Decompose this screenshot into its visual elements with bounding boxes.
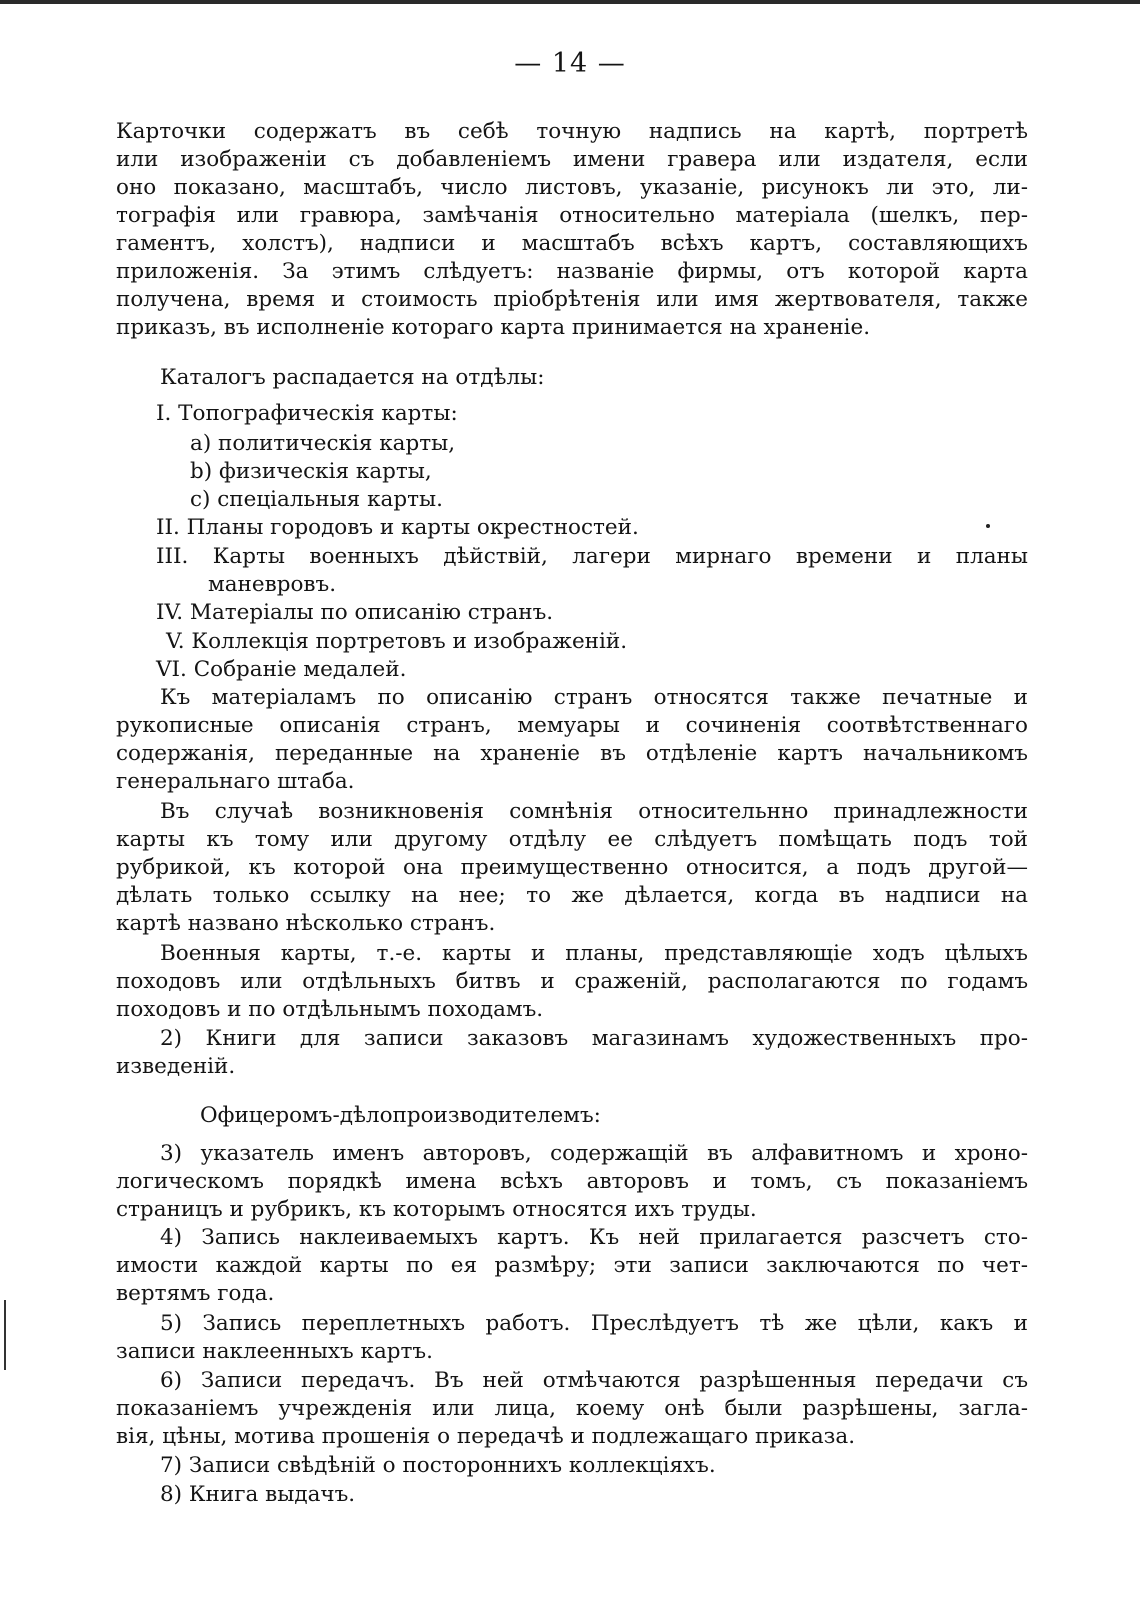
text-line: приложенія. За этимъ слѣдуетъ: названіе фирмы, отъ которой карта [116, 259, 1028, 284]
top-border [0, 0, 1140, 4]
catalog-section-3: III. Карты военныхъ дѣйствій, лагери мирнаго времени и планы [156, 544, 1028, 569]
catalog-section-4: IV. Матеріалы по описанію странъ. [156, 600, 554, 625]
text-line: Въ случаѣ возникновенія сомнѣнія относительнно принадлежности [160, 799, 1028, 824]
catalog-subsection-c: c) спеціальныя карты. [190, 487, 443, 512]
list-item-7: 7) Записи свѣдѣній о постороннихъ коллекціяхъ. [160, 1453, 716, 1478]
text-line: или изображеніи съ добавленіемъ имени гравера или издателя, если [116, 147, 1028, 172]
text-line: гаментъ, холстъ), надписи и масштабъ всѣхъ картъ, составляющихъ [116, 231, 1028, 256]
text-line: получена, время и стоимость пріобрѣтенія или имя жертвователя, также [116, 287, 1028, 312]
text-line: Карточки содержатъ въ себѣ точную надпись на картѣ, портретѣ [116, 119, 1028, 144]
text-line: логическомъ порядкѣ имена всѣхъ авторовъ и томъ, съ показаніемъ [116, 1169, 1028, 1194]
text-line: карты къ тому или другому отдѣлу ее слѣдуетъ помѣщать подъ той [116, 827, 1028, 852]
catalog-section-5: V. Коллекція портретовъ и изображеній. [166, 629, 628, 654]
binding-mark [4, 1300, 6, 1370]
text-line: 2) Книги для записи заказовъ магазинамъ художественныхъ про- [160, 1026, 1028, 1051]
text-line: 4) Запись наклеиваемыхъ картъ. Къ ней прилагается разсчетъ сто- [160, 1225, 1028, 1250]
officer-heading: Офицеромъ-дѣлопроизводителемъ: [200, 1103, 601, 1128]
page-number: — 14 — [514, 48, 626, 79]
text-line: Военныя карты, т.-е. карты и планы, представляющіе ходъ цѣлыхъ [160, 941, 1028, 966]
text-line: генеральнаго штаба. [116, 769, 355, 794]
text-line: записи наклеенныхъ картъ. [116, 1339, 433, 1364]
catalog-section-2: II. Планы городовъ и карты окрестностей. [156, 515, 639, 540]
text-line: 3) указатель именъ авторовъ, содержащій въ алфавитномъ и хроно- [160, 1141, 1028, 1166]
catalog-subsection-a: a) политическія карты, [190, 431, 456, 456]
text-line: тографія или гравюра, замѣчанія относительно матеріала (шелкъ, пер- [116, 203, 1028, 228]
text-line: изведеній. [116, 1054, 236, 1079]
text-line: походовъ или отдѣльныхъ битвъ и сраженій, располагаются по годамъ [116, 969, 1028, 994]
text-line: страницъ и рубрикъ, къ которымъ относятся ихъ труды. [116, 1197, 757, 1222]
catalog-section-1: I. Топографическія карты: [156, 401, 458, 426]
text-line: показаніемъ учрежденія или лица, коему онѣ были разрѣшены, загла- [116, 1396, 1028, 1421]
text-line: вертямъ года. [116, 1281, 275, 1306]
text-line: 6) Записи передачъ. Въ ней отмѣчаются разрѣшенныя передачи съ [160, 1368, 1028, 1393]
text-line: оно показано, масштабъ, число листовъ, указаніе, рисунокъ ли это, ли- [116, 175, 1028, 200]
catalog-intro: Каталогъ распадается на отдѣлы: [160, 365, 545, 390]
text-line: 5) Запись переплетныхъ работъ. Преслѣдуетъ тѣ же цѣли, какъ и [160, 1311, 1028, 1336]
print-speck [986, 524, 990, 528]
catalog-subsection-b: b) физическія карты, [190, 459, 432, 484]
text-line: содержанія, переданные на храненіе въ отдѣленіе картъ начальникомъ [116, 741, 1028, 766]
list-item-8: 8) Книга выдачъ. [160, 1482, 356, 1507]
catalog-section-6: VI. Собраніе медалей. [156, 657, 407, 682]
text-line: рукописные описанія странъ, мемуары и сочиненія соотвѣтственнаго [116, 713, 1028, 738]
text-line: рубрикой, къ которой она преимущественно относится, а подъ другой— [116, 855, 1028, 880]
text-line: картѣ названо нѣсколько странъ. [116, 911, 496, 936]
catalog-section-3-cont: маневровъ. [208, 572, 337, 597]
text-line: походовъ и по отдѣльнымъ походамъ. [116, 997, 544, 1022]
text-line: приказъ, въ исполненіе котораго карта принимается на храненіе. [116, 315, 871, 340]
text-line: вія, цѣны, мотива прошенія о передачѣ и подлежащаго приказа. [116, 1424, 856, 1449]
text-line: дѣлать только ссылку на нее; то же дѣлается, когда въ надписи на [116, 883, 1028, 908]
text-line: имости каждой карты по ея размѣру; эти записи заключаются по чет- [116, 1253, 1028, 1278]
text-line: Къ матеріаламъ по описанію странъ относятся также печатные и [160, 685, 1028, 710]
